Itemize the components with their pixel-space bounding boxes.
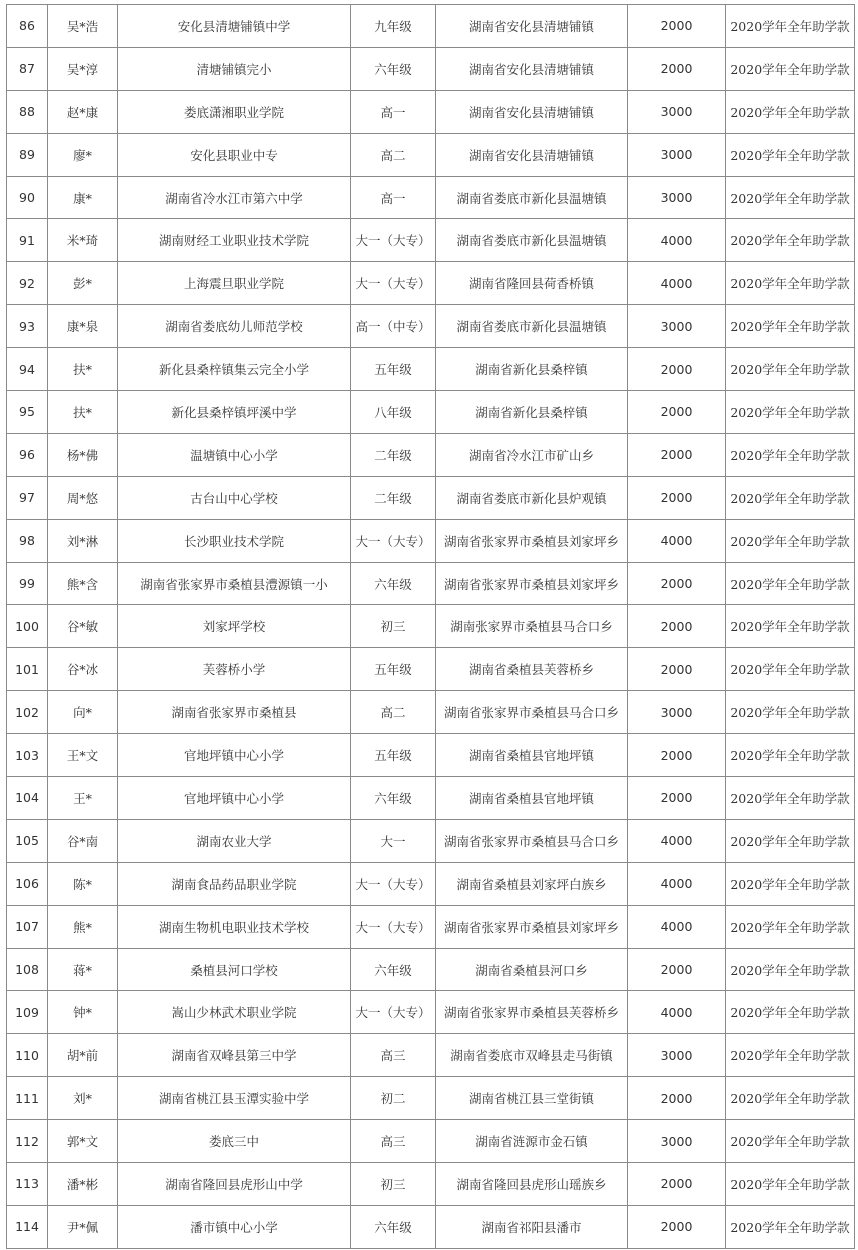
grade-cell: 高二: [351, 133, 436, 176]
student-name-cell: 王*文: [48, 734, 118, 777]
table-row: [7, 219, 855, 262]
student-name-cell: 潘*彬: [48, 1163, 118, 1206]
amount-cell: 2000: [628, 47, 726, 90]
row-number-cell: 106: [7, 862, 48, 905]
school-cell: 湖南省冷水江市第六中学: [118, 176, 351, 219]
address-cell: 湖南省张家界市桑植县马合口乡: [436, 819, 628, 862]
amount-cell: 4000: [628, 991, 726, 1034]
grade-cell: 高三: [351, 1120, 436, 1163]
school-cell: 湖南省张家界市桑植县: [118, 691, 351, 734]
row-number-cell: 86: [7, 5, 48, 48]
address-cell: 湖南省桑植县河口乡: [436, 948, 628, 991]
amount-cell: 4000: [628, 862, 726, 905]
payment-type-cell: 2020学年全年助学款: [726, 734, 855, 777]
grade-cell: 二年级: [351, 476, 436, 519]
address-cell: 湖南省隆回县虎形山瑶族乡: [436, 1163, 628, 1206]
student-name-cell: 吴*淳: [48, 47, 118, 90]
row-number-cell: 109: [7, 991, 48, 1034]
payment-type-cell: 2020学年全年助学款: [726, 991, 855, 1034]
student-name-cell: 谷*南: [48, 819, 118, 862]
student-name-cell: 扶*: [48, 348, 118, 391]
row-number-cell: 92: [7, 262, 48, 305]
row-number-cell: 96: [7, 433, 48, 476]
grade-cell: 大一（大专）: [351, 991, 436, 1034]
amount-cell: 4000: [628, 219, 726, 262]
row-number-cell: 89: [7, 133, 48, 176]
table-row: [7, 777, 855, 820]
payment-type-cell: 2020学年全年助学款: [726, 605, 855, 648]
school-cell: 安化县职业中专: [118, 133, 351, 176]
amount-cell: 2000: [628, 348, 726, 391]
grade-cell: 大一（大专）: [351, 519, 436, 562]
address-cell: 湖南省桑植县刘家坪白族乡: [436, 862, 628, 905]
school-cell: 湖南省双峰县第三中学: [118, 1034, 351, 1077]
payment-type-cell: 2020学年全年助学款: [726, 1120, 855, 1163]
student-name-cell: 熊*: [48, 905, 118, 948]
school-cell: 刘家坪学校: [118, 605, 351, 648]
amount-cell: 2000: [628, 433, 726, 476]
row-number-cell: 95: [7, 391, 48, 434]
school-cell: 安化县清塘铺镇中学: [118, 5, 351, 48]
document-sheet: [6, 4, 854, 1249]
payment-type-cell: 2020学年全年助学款: [726, 90, 855, 133]
amount-cell: 3000: [628, 305, 726, 348]
address-cell: 湖南省娄底市新化县温塘镇: [436, 176, 628, 219]
payment-type-cell: 2020学年全年助学款: [726, 262, 855, 305]
grade-cell: 高二: [351, 691, 436, 734]
grade-cell: 五年级: [351, 734, 436, 777]
table-row: [7, 90, 855, 133]
address-cell: 湖南省安化县清塘铺镇: [436, 133, 628, 176]
table-row: [7, 5, 855, 48]
grade-cell: 六年级: [351, 1205, 436, 1248]
grade-cell: 大一（大专）: [351, 905, 436, 948]
amount-cell: 4000: [628, 519, 726, 562]
school-cell: 娄底潇湘职业学院: [118, 90, 351, 133]
payment-type-cell: 2020学年全年助学款: [726, 562, 855, 605]
table-row: [7, 348, 855, 391]
row-number-cell: 112: [7, 1120, 48, 1163]
table-row: [7, 1120, 855, 1163]
table-row: [7, 991, 855, 1034]
amount-cell: 3000: [628, 691, 726, 734]
payment-type-cell: 2020学年全年助学款: [726, 1034, 855, 1077]
address-cell: 湖南省桃江县三堂街镇: [436, 1077, 628, 1120]
grade-cell: 大一（大专）: [351, 219, 436, 262]
address-cell: 湖南省张家界市桑植县马合口乡: [436, 691, 628, 734]
school-cell: 芙蓉桥小学: [118, 648, 351, 691]
student-name-cell: 钟*: [48, 991, 118, 1034]
row-number-cell: 90: [7, 176, 48, 219]
row-number-cell: 100: [7, 605, 48, 648]
row-number-cell: 101: [7, 648, 48, 691]
grade-cell: 六年级: [351, 777, 436, 820]
amount-cell: 4000: [628, 819, 726, 862]
address-cell: 湖南省张家界市桑植县刘家坪乡: [436, 519, 628, 562]
grade-cell: 高一: [351, 176, 436, 219]
student-name-cell: 谷*冰: [48, 648, 118, 691]
grade-cell: 五年级: [351, 648, 436, 691]
address-cell: 湖南省娄底市新化县炉观镇: [436, 476, 628, 519]
student-name-cell: 彭*: [48, 262, 118, 305]
grade-cell: 八年级: [351, 391, 436, 434]
student-name-cell: 扶*: [48, 391, 118, 434]
amount-cell: 2000: [628, 777, 726, 820]
payment-type-cell: 2020学年全年助学款: [726, 777, 855, 820]
amount-cell: 3000: [628, 90, 726, 133]
grade-cell: 大一（大专）: [351, 262, 436, 305]
grade-cell: 高一: [351, 90, 436, 133]
payment-type-cell: 2020学年全年助学款: [726, 519, 855, 562]
grade-cell: 五年级: [351, 348, 436, 391]
student-name-cell: 蒋*: [48, 948, 118, 991]
address-cell: 湖南省新化县桑梓镇: [436, 348, 628, 391]
payment-type-cell: 2020学年全年助学款: [726, 391, 855, 434]
payment-type-cell: 2020学年全年助学款: [726, 219, 855, 262]
student-name-cell: 向*: [48, 691, 118, 734]
student-name-cell: 刘*淋: [48, 519, 118, 562]
address-cell: 湖南省新化县桑梓镇: [436, 391, 628, 434]
payment-type-cell: 2020学年全年助学款: [726, 691, 855, 734]
payment-type-cell: 2020学年全年助学款: [726, 133, 855, 176]
row-number-cell: 87: [7, 47, 48, 90]
row-number-cell: 93: [7, 305, 48, 348]
row-number-cell: 88: [7, 90, 48, 133]
payment-type-cell: 2020学年全年助学款: [726, 1205, 855, 1248]
payment-type-cell: 2020学年全年助学款: [726, 948, 855, 991]
amount-cell: 2000: [628, 5, 726, 48]
school-cell: 新化县桑梓镇集云完全小学: [118, 348, 351, 391]
school-cell: 湖南财经工业职业技术学院: [118, 219, 351, 262]
table-row: [7, 305, 855, 348]
row-number-cell: 98: [7, 519, 48, 562]
payment-type-cell: 2020学年全年助学款: [726, 1077, 855, 1120]
payment-type-cell: 2020学年全年助学款: [726, 476, 855, 519]
school-cell: 古台山中心学校: [118, 476, 351, 519]
address-cell: 湖南省涟源市金石镇: [436, 1120, 628, 1163]
payment-type-cell: 2020学年全年助学款: [726, 176, 855, 219]
school-cell: 嵩山少林武术职业学院: [118, 991, 351, 1034]
amount-cell: 2000: [628, 562, 726, 605]
grade-cell: 九年级: [351, 5, 436, 48]
school-cell: 清塘铺镇完小: [118, 47, 351, 90]
payment-type-cell: 2020学年全年助学款: [726, 905, 855, 948]
table-row: [7, 433, 855, 476]
table-row: [7, 176, 855, 219]
row-number-cell: 91: [7, 219, 48, 262]
table-row: [7, 691, 855, 734]
address-cell: 湖南省桑植县芙蓉桥乡: [436, 648, 628, 691]
address-cell: 湖南省安化县清塘铺镇: [436, 90, 628, 133]
payment-type-cell: 2020学年全年助学款: [726, 648, 855, 691]
table-row: [7, 519, 855, 562]
amount-cell: 4000: [628, 905, 726, 948]
table-row: [7, 476, 855, 519]
school-cell: 官地坪镇中心小学: [118, 734, 351, 777]
student-name-cell: 康*: [48, 176, 118, 219]
address-cell: 湖南省安化县清塘铺镇: [436, 47, 628, 90]
grade-cell: 二年级: [351, 433, 436, 476]
table-row: [7, 47, 855, 90]
grade-cell: 初二: [351, 1077, 436, 1120]
student-name-cell: 周*悠: [48, 476, 118, 519]
row-number-cell: 94: [7, 348, 48, 391]
table-row: [7, 133, 855, 176]
table-row: [7, 562, 855, 605]
student-name-cell: 王*: [48, 777, 118, 820]
address-cell: 湖南省张家界市桑植县芙蓉桥乡: [436, 991, 628, 1034]
school-cell: 湖南省桃江县玉潭实验中学: [118, 1077, 351, 1120]
table-row: [7, 819, 855, 862]
row-number-cell: 104: [7, 777, 48, 820]
payment-type-cell: 2020学年全年助学款: [726, 1163, 855, 1206]
amount-cell: 3000: [628, 1034, 726, 1077]
student-name-cell: 杨*佛: [48, 433, 118, 476]
school-cell: 湖南生物机电职业技术学校: [118, 905, 351, 948]
school-cell: 湖南省张家界市桑植县澧源镇一小: [118, 562, 351, 605]
row-number-cell: 105: [7, 819, 48, 862]
table-row: [7, 862, 855, 905]
payment-type-cell: 2020学年全年助学款: [726, 862, 855, 905]
table-row: [7, 1163, 855, 1206]
school-cell: 娄底三中: [118, 1120, 351, 1163]
amount-cell: 2000: [628, 734, 726, 777]
grade-cell: 高三: [351, 1034, 436, 1077]
address-cell: 湖南省桑植县官地坪镇: [436, 777, 628, 820]
school-cell: 湖南农业大学: [118, 819, 351, 862]
school-cell: 新化县桑梓镇坪溪中学: [118, 391, 351, 434]
address-cell: 湖南省娄底市新化县温塘镇: [436, 219, 628, 262]
student-name-cell: 熊*含: [48, 562, 118, 605]
table-row: [7, 605, 855, 648]
grade-cell: 大一: [351, 819, 436, 862]
address-cell: 湖南省安化县清塘铺镇: [436, 5, 628, 48]
table-row: [7, 1077, 855, 1120]
row-number-cell: 111: [7, 1077, 48, 1120]
amount-cell: 2000: [628, 948, 726, 991]
grade-cell: 六年级: [351, 562, 436, 605]
address-cell: 湖南省桑植县官地坪镇: [436, 734, 628, 777]
table-row: [7, 905, 855, 948]
scholarship-roster-table: [6, 4, 855, 1249]
payment-type-cell: 2020学年全年助学款: [726, 305, 855, 348]
student-name-cell: 谷*敏: [48, 605, 118, 648]
payment-type-cell: 2020学年全年助学款: [726, 5, 855, 48]
school-cell: 长沙职业技术学院: [118, 519, 351, 562]
student-name-cell: 陈*: [48, 862, 118, 905]
table-row: [7, 734, 855, 777]
payment-type-cell: 2020学年全年助学款: [726, 348, 855, 391]
address-cell: 湖南省娄底市双峰县走马街镇: [436, 1034, 628, 1077]
student-name-cell: 康*泉: [48, 305, 118, 348]
student-name-cell: 胡*前: [48, 1034, 118, 1077]
row-number-cell: 113: [7, 1163, 48, 1206]
school-cell: 上海震旦职业学院: [118, 262, 351, 305]
amount-cell: 2000: [628, 476, 726, 519]
address-cell: 湖南省隆回县荷香桥镇: [436, 262, 628, 305]
table-row: [7, 1034, 855, 1077]
payment-type-cell: 2020学年全年助学款: [726, 47, 855, 90]
student-name-cell: 尹*佩: [48, 1205, 118, 1248]
school-cell: 官地坪镇中心小学: [118, 777, 351, 820]
address-cell: 湖南省张家界市桑植县刘家坪乡: [436, 905, 628, 948]
table-row: [7, 948, 855, 991]
amount-cell: 2000: [628, 1163, 726, 1206]
school-cell: 湖南食品药品职业学院: [118, 862, 351, 905]
student-name-cell: 刘*: [48, 1077, 118, 1120]
school-cell: 温塘镇中心小学: [118, 433, 351, 476]
grade-cell: 六年级: [351, 948, 436, 991]
payment-type-cell: 2020学年全年助学款: [726, 819, 855, 862]
grade-cell: 六年级: [351, 47, 436, 90]
row-number-cell: 97: [7, 476, 48, 519]
grade-cell: 大一（大专）: [351, 862, 436, 905]
row-number-cell: 107: [7, 905, 48, 948]
row-number-cell: 108: [7, 948, 48, 991]
student-name-cell: 米*琦: [48, 219, 118, 262]
student-name-cell: 廖*: [48, 133, 118, 176]
grade-cell: 初三: [351, 605, 436, 648]
table-row: [7, 391, 855, 434]
row-number-cell: 114: [7, 1205, 48, 1248]
address-cell: 湖南省娄底市新化县温塘镇: [436, 305, 628, 348]
school-cell: 潘市镇中心小学: [118, 1205, 351, 1248]
address-cell: 湖南省冷水江市矿山乡: [436, 433, 628, 476]
row-number-cell: 99: [7, 562, 48, 605]
amount-cell: 2000: [628, 1077, 726, 1120]
amount-cell: 2000: [628, 605, 726, 648]
table-row: [7, 262, 855, 305]
table-row: [7, 1205, 855, 1248]
row-number-cell: 102: [7, 691, 48, 734]
amount-cell: 2000: [628, 648, 726, 691]
grade-cell: 高一（中专）: [351, 305, 436, 348]
address-cell: 湖南省祁阳县潘市: [436, 1205, 628, 1248]
amount-cell: 3000: [628, 133, 726, 176]
payment-type-cell: 2020学年全年助学款: [726, 433, 855, 476]
student-name-cell: 郭*文: [48, 1120, 118, 1163]
address-cell: 湖南省张家界市桑植县刘家坪乡: [436, 562, 628, 605]
amount-cell: 2000: [628, 391, 726, 434]
school-cell: 湖南省娄底幼儿师范学校: [118, 305, 351, 348]
amount-cell: 3000: [628, 176, 726, 219]
student-name-cell: 吴*浩: [48, 5, 118, 48]
amount-cell: 2000: [628, 1205, 726, 1248]
grade-cell: 初三: [351, 1163, 436, 1206]
amount-cell: 4000: [628, 262, 726, 305]
roster-body: [7, 5, 855, 1249]
school-cell: 桑植县河口学校: [118, 948, 351, 991]
address-cell: 湖南张家界市桑植县马合口乡: [436, 605, 628, 648]
school-cell: 湖南省隆回县虎形山中学: [118, 1163, 351, 1206]
row-number-cell: 110: [7, 1034, 48, 1077]
table-row: [7, 648, 855, 691]
student-name-cell: 赵*康: [48, 90, 118, 133]
row-number-cell: 103: [7, 734, 48, 777]
amount-cell: 3000: [628, 1120, 726, 1163]
